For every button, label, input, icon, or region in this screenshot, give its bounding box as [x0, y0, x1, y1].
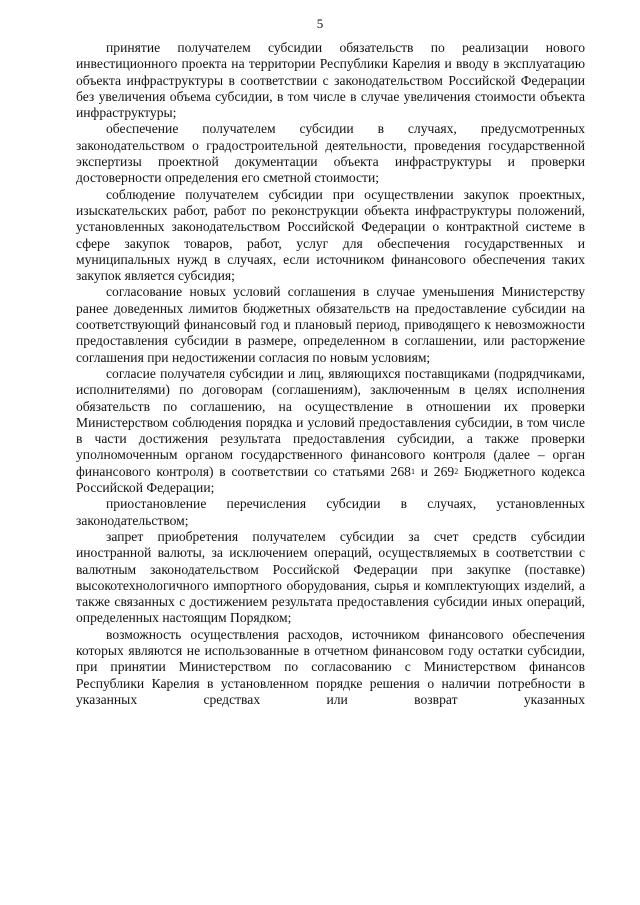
paragraph-new-agreement-terms: согласование новых условий соглашения в случае уменьшения Министерству ранее доведенных лимитов бюджетных обязательств на предоставление субсидии на соответствующий финансовый год и плановый период, приводящего к невозможности предоставления субсидии в размере, определенном в соглашении, или расторжение соглашения при недостижении согласия по новым условиям; — [76, 284, 585, 365]
document-body — [76, 40, 585, 708]
page-number: 5 — [316, 16, 324, 31]
paragraph-procurement-compliance: соблюдение получателем субсидии при осуществлении закупок проектных, изыскательских работ, работ по реконструкции объекта инфраструктуры положений, установленных законодательством Российской Федерации о контрактной системе в сфере закупок товаров, работ, услуг для обеспечения государственных и муниципальных нужд в случаях, если источником финансового обеспечения таких закупок является субсидия; — [76, 186, 585, 284]
paragraph-state-expertise: обеспечение получателем субсидии в случаях, предусмотренных законодательством о градостроительной деятельности, проведения государственной экспертизы проектной документации объекта инфраструктуры и проверки достоверности определения его сметной стоимости; — [76, 121, 585, 186]
paragraph-consent-text-middle: и 269 — [414, 463, 455, 479]
paragraph-foreign-currency-ban: запрет приобретения получателем субсидии за счет средств субсидии иностранной валюты, за исключением операций, осуществляемых в соответствии с валютным законодательством Российской Федерации при закупке (поставке) высокотехнологичного импортного оборудования, сырья и комплектующих изделий, а также связанных с достижением результата предоставления субсидии иных операций, определенных настоящим Порядком; — [76, 528, 585, 626]
paragraph-consent-text-end: Бюджетного кодекса Российской Федерации; — [76, 463, 585, 496]
paragraph-obligation-new-project: принятие получателем субсидии обязательств по реализации нового инвестиционного проекта на территории Республики Карелия и вводу в эксплуатацию объекта инфраструктуры в соответствии с законодательством Российской Федерации без увеличения объема субсидии, в том числе в случае увеличения стоимости объекта инфраструктуры; — [76, 40, 585, 121]
superscript-2: 2 — [454, 466, 459, 476]
paragraph-suspension: приостановление перечисления субсидии в случаях, установленных законодательством; — [76, 496, 585, 528]
superscript-1: 1 — [410, 466, 415, 476]
paragraph-consent-to-audit — [76, 366, 585, 496]
paragraph-unused-balances: возможность осуществления расходов, источником финансового обеспечения которых являются не использованные в отчетном финансовом году остатки субсидии, при принятии Министерством по согласованию с Министерством финансов Республики Карелия в установленном порядке решения о наличии потребности в указанных средствах или возврат указанных — [76, 626, 585, 707]
paragraph-consent-text-start: согласие получателя субсидии и лиц, являющихся поставщиками (подрядчиками, исполнителями) по договорам (соглашениям), заключенным в целях исполнения обязательств по соглашению, на осуществление в отношении их проверки Министерством соблюдения порядка и условий предоставления субсидии, в том числе в части достижения результата предоставления субсидии, а также проверки уполномоченным органом государственного финансового контроля (далее – орган финансового контроля) в соответствии со статьями 268 — [76, 365, 585, 479]
